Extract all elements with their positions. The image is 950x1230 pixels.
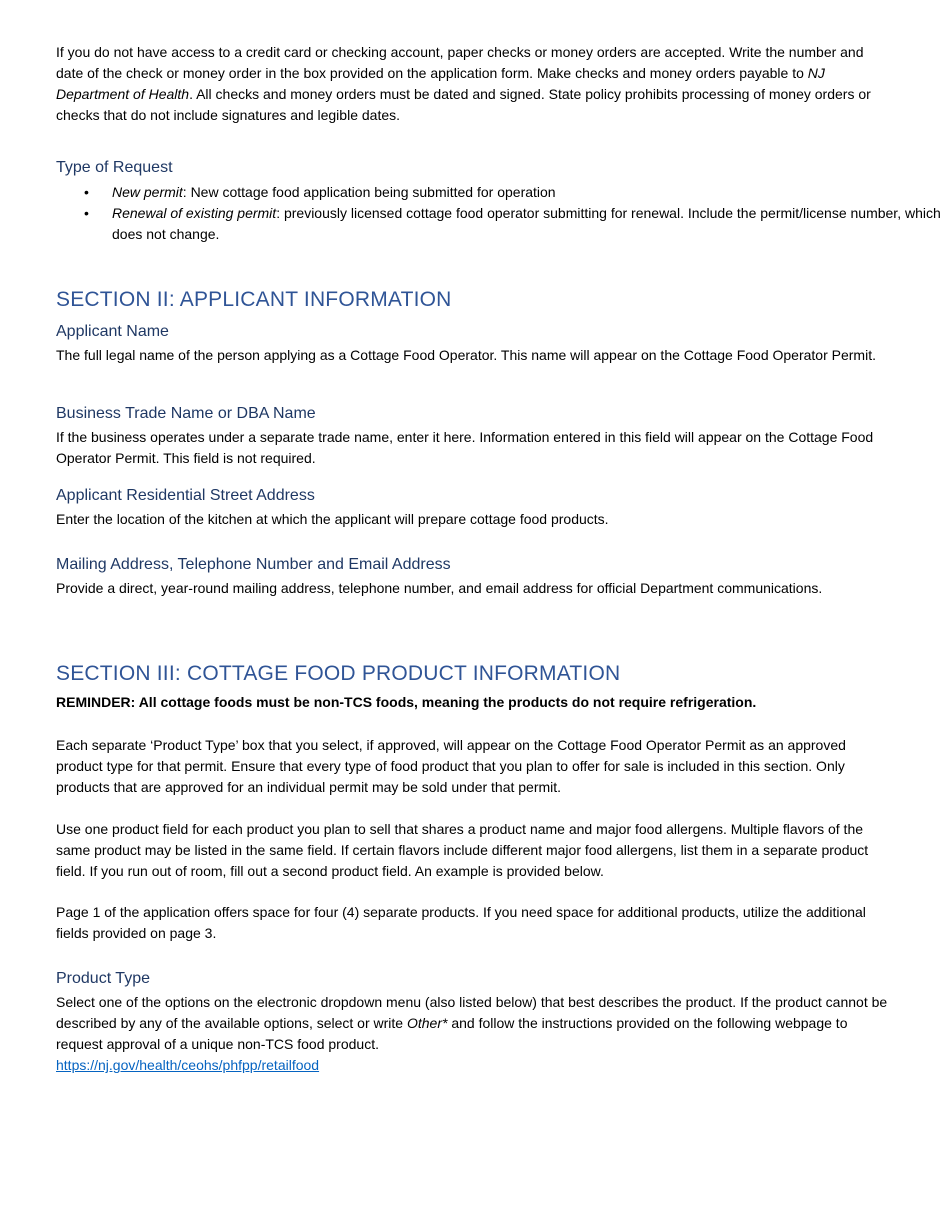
product-type-heading: Product Type [56,970,150,987]
text: If you do not have access to a credit card or checking account, paper checks or money orders are accepted. Write the number and date of the check or money order in the box provided on the application form. Make checks and money orders payable to [56,44,864,81]
text: : previously licensed cottage food operator submitting for renewal. Include the permit/license number, which does not change. [112,205,941,242]
product-type-text [56,992,892,1076]
list-item [84,203,948,245]
product-field-paragraph: Use one product field for each product you plan to sell that shares a product name and major food allergens. Multiple flavors of the same product may be listed in the same field. If certain flavors include different major food allergens, list them in a separate product field. If you run out of room, fill out a second product field. An example is provided below. [56,821,869,879]
residential-text: Enter the location of the kitchen at which the applicant will prepare cottage food products. [56,511,609,527]
mailing-text: Provide a direct, year-round mailing address, telephone number, and email address for official Department communications. [56,580,823,596]
applicant-name-text: The full legal name of the person applying as a Cottage Food Operator. This name will appear on the Cottage Food Operator Permit. [56,347,876,363]
text: Select one of the options on the electronic dropdown menu (also listed below) that best describes the product. If the product cannot be described by any of the available options, select or write [56,994,888,1031]
page-space-paragraph: Page 1 of the application offers space for four (4) separate products. If you need space for additional products, utilize the additional fields provided on page 3. [56,904,866,941]
retailfood-link[interactable]: https://nj.gov/health/ceohs/phfpp/retailfood [56,1057,320,1073]
text: and follow the instructions provided on the following webpage to request approval of a unique non-TCS food product. [56,1015,848,1052]
section-2-title: SECTION II: APPLICANT INFORMATION [56,288,452,311]
residential-heading: Applicant Residential Street Address [56,487,315,504]
payment-paragraph [56,42,892,126]
other-option: Other* [406,1015,448,1031]
mailing-heading: Mailing Address, Telephone Number and Email Address [56,556,451,573]
term: New permit [112,184,183,200]
text: : New cottage food application being submitted for operation [182,184,556,200]
trade-name-text: If the business operates under a separate trade name, enter it here. Information entered in this field will appear on the Cottage Food Operator Permit. This field is not required. [56,429,874,466]
bullet-icon: • [84,205,89,221]
payee-name: NJ Department of Health [56,65,825,102]
list-item [84,182,948,203]
request-type-list [56,182,948,245]
section-3-title: SECTION III: COTTAGE FOOD PRODUCT INFORMATION [56,662,621,685]
text: . All checks and money orders must be dated and signed. State policy prohibits processing of money orders or checks that do not include signatures and legible dates. [56,86,871,123]
trade-name-heading: Business Trade Name or DBA Name [56,405,316,422]
product-type-paragraph: Each separate ‘Product Type’ box that you select, if approved, will appear on the Cottage Food Operator Permit as an approved product type for that permit. Ensure that every type of food product that you plan to offer for sale is included in this section. Only products that are approved for an individual permit may be sold under that permit. [56,737,846,795]
applicant-name-heading: Applicant Name [56,323,169,340]
term: Renewal of existing permit [112,205,277,221]
bullet-icon: • [84,184,89,200]
reminder-text: REMINDER: All cottage foods must be non-TCS foods, meaning the products do not require refrigeration. [56,694,757,710]
type-of-request-heading: Type of Request [56,159,173,176]
